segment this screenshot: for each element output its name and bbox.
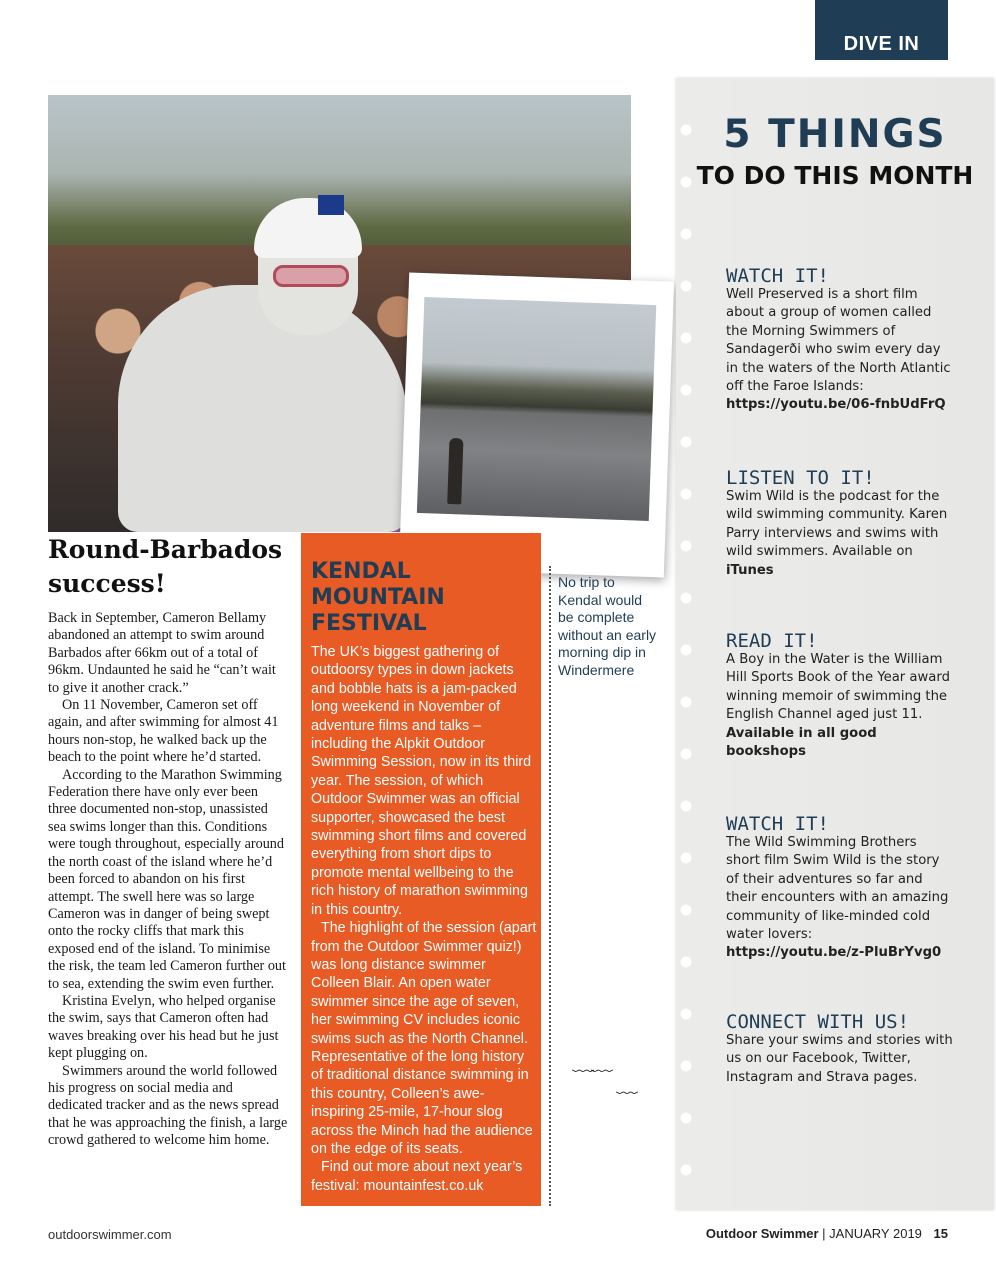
paragraph: On 11 November, Cameron set off again, and after swimming for almost 41 hours non-stop, he walked back up the beach to the point where he’d started. [48,697,279,766]
kendal-body [311,643,537,1195]
thing-heading: WATCH IT! [726,813,829,835]
issue-footer [706,1226,948,1241]
thing-heading: LISTEN TO IT! [726,467,875,489]
thing-item [726,814,954,963]
thing-link[interactable]: https://youtu.be/06-fnbUdFrQ [726,397,946,413]
thing-text: The Wild Swimming Brothers short film Swim Wild is the story of their adventures so far and their encounters with an amazing community of like-minded cold water lovers: [726,835,949,943]
thing-text: Swim Wild is the podcast for the wild swimming community. Karen Parry interviews and swims with wild swimmers. Available on [726,489,948,560]
kendal-festival-box [301,533,541,1206]
paragraph: The UK’s biggest gathering of outdoorsy types in down jackets and bobble hats is a jam-packed long weekend in November of adventure films and talks – including the Alpkit Outdoor Swimming Session, now in its third year. The session, of which Outdoor Swimmer was an official supporter, showcased the best swimming short films and covered everything from short dips to promote mental wellbeing to the rich history of marathon swimming in this country. [311,644,532,918]
thing-text: Share your swims and stories with us on our Facebook, Twitter, Instagram and Strava pages. [726,1033,953,1085]
thing-heading: WATCH IT! [726,265,829,287]
paragraph: Back in September, Cameron Bellamy abandoned an attempt to swim around Barbados after 66km out of a total of 96km. Undaunted he said he “can’t wait to give it another crack.” [48,610,276,696]
thing-heading: CONNECT WITH US! [726,1011,910,1033]
thing-item [726,1012,954,1087]
thing-link[interactable]: https://youtu.be/z-PluBrYvg0 [726,945,942,961]
thing-item [726,266,954,415]
wave-icon: ﹏ [616,1073,636,1098]
dotted-divider [549,566,551,1206]
kendal-title: KENDAL MOUNTAIN FESTIVAL [311,559,445,636]
windermere-photo [417,297,656,521]
notepad-holes [676,120,696,1200]
left-article-title: Round-Barbados success! [48,535,283,598]
thing-link[interactable]: iTunes [726,562,774,578]
photo-caption: No trip to Kendal would be complete without an early morning dip in Windermere [558,574,657,678]
section-tab-label: DIVE IN [843,33,920,55]
things-title: 5 THINGS [723,112,947,157]
paragraph: Swimmers around the world followed his progress on social media and dedicated tracker and as the news spread that he was approaching the finish, a large crowd gathered to welcome him home. [48,1062,288,1149]
left-article-body [48,610,288,1150]
thing-item [726,631,954,761]
thing-bold-text: Available in all good bookshops [726,725,877,760]
thing-heading: READ IT! [726,630,818,652]
website-footer[interactable]: outdoorswimmer.com [48,1227,172,1242]
paragraph: Find out more about next year’s festival: mountainfest.co.uk [311,1159,523,1194]
thing-text: A Boy in the Water is the William Hill Sports Book of the Year award winning memoir of swimming the English Channel aged just 11. [726,652,950,723]
thing-text: Well Preserved is a short film about a group of women called the Morning Swimmers of Sandagerði who swim every day in the waters of the North Atlantic off the Faroe Islands: [726,287,951,395]
paragraph: According to the Marathon Swimming Federation there have only ever been three documented non-stop, unassisted sea swims longer than this. Conditions were tough throughout, especially around the north coast of the island where he’d been forced to abandon on his first attempt. The swell here was so large Cameron was in danger of being swept onto the rocky cliffs that mark this exposed end of the island. To minimise the risk, the team led Cameron further out to sea, extending the swim even further. [48,766,286,992]
paragraph: Kristina Evelyn, who helped organise the swim, says that Cameron often had waves breaking over his head but he just kept plugging on. [48,992,279,1062]
paragraph: The highlight of the session (apart from the Outdoor Swimmer quiz!) was long distance swimmer Colleen Blair. An open water swimmer since the age of seven, her swimming CV includes iconic swims such as the North Channel. Representative of the long history of traditional distance swimming in this country, Colleen’s awe-inspiring 25-mile, 17-hour slog across the Minch had the audience on the edge of its seats. [311,920,537,1157]
issue-date: | JANUARY 2019 [822,1226,922,1241]
section-tab [815,0,948,60]
page-number: 15 [933,1226,948,1241]
windermere-polaroid [399,272,674,577]
things-subtitle: TO DO THIS MONTH [696,161,974,190]
brand-name: Outdoor Swimmer [705,1226,819,1241]
thing-item [726,468,954,580]
goggles [273,265,349,287]
wave-icon: ﹏﹏ [572,1051,611,1076]
swim-cap [254,198,362,258]
